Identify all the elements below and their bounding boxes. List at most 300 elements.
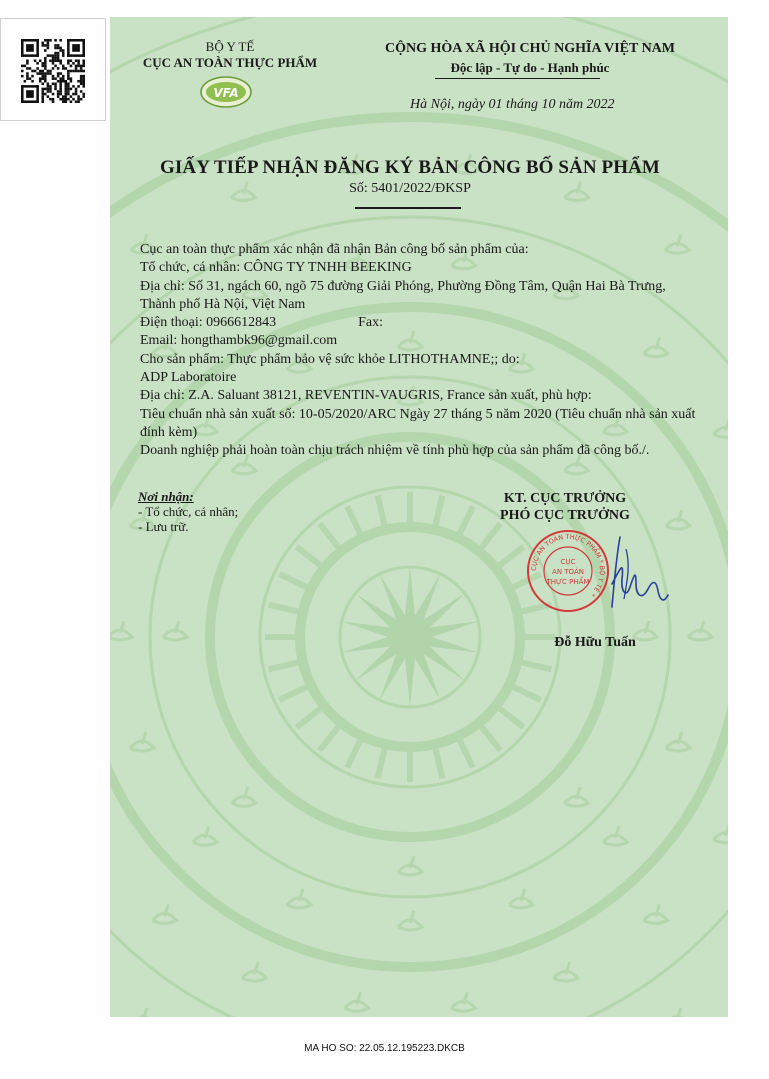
qr-module [54,77,57,80]
watermark-shape [347,741,360,768]
qr-module [72,62,75,65]
qr-module [41,72,44,75]
qr-module [75,93,78,96]
watermark-shape [482,524,501,548]
qr-module [59,80,62,83]
qr-module [59,49,62,52]
issuer-block [130,39,330,71]
qr-module [82,85,85,88]
qr-module [44,80,47,83]
qr-module [62,95,65,98]
qr-module [44,49,47,52]
qr-module [49,90,52,93]
qr-module [72,44,80,52]
qr-module [62,98,65,101]
watermark-shape [460,506,473,533]
qr-module [67,90,70,93]
qr-module [52,100,55,103]
watermark-shape [522,663,551,670]
watermark-shape [232,787,256,806]
qr-module [75,88,78,91]
qr-module [47,88,50,91]
qr-module [65,100,68,103]
qr-module [82,70,85,73]
watermark-shape [564,787,588,806]
qr-module [47,44,50,47]
qr-module [82,83,85,86]
qr-module [80,98,83,101]
qr-module [21,85,39,88]
organization-line: Tổ chức, cá nhân: CÔNG TY TNHH BEEKING [140,260,412,276]
qr-module [62,75,65,78]
qr-module [70,100,73,103]
certificate-body [140,241,700,461]
qr-module [75,65,78,68]
qr-module [57,57,60,60]
qr-module [70,70,73,73]
watermark-shape [398,856,422,875]
national-motto: Độc lập - Tự do - Hạnh phúc [450,60,610,75]
qr-module [41,42,44,45]
qr-module [44,75,47,78]
qr-module [77,95,80,98]
qr-module [75,90,78,93]
qr-module [41,44,44,47]
qr-module [21,65,24,68]
qr-module [47,95,50,98]
standard-line: Tiêu chuẩn nhà sản xuất số: 10-05/2020/ARC Ngày 27 tháng 5 năm 2020 (Tiêu chuẩn nhà sản xuất đính kèm) [140,406,696,440]
qr-module [80,77,83,80]
qr-module [21,70,24,73]
qr-module [26,75,29,78]
watermark-shape [688,621,712,640]
qr-module [62,65,65,68]
qr-module [26,72,29,75]
qr-module [44,39,47,42]
qr-module [75,70,78,73]
watermark-shape [163,621,187,640]
qr-module [49,88,52,91]
qr-module [29,67,32,70]
qr-module [82,65,85,68]
qr-module [59,93,62,96]
qr-module [59,62,62,65]
qr-module [41,98,44,101]
qr-module [31,80,34,83]
qr-module [59,90,62,93]
qr-module [59,98,62,101]
dossier-code: MA HO SO: 22.05.12.195223.DKCB [304,1043,465,1054]
watermark-shape [666,510,690,529]
qr-module [47,90,50,93]
qr-module [72,98,75,101]
watermark-shape [242,962,266,981]
qr-module [36,62,39,65]
qr-module [77,62,80,65]
qr-module [44,77,47,80]
signer-name: Đỗ Hữu Tuấn [554,635,636,650]
qr-module [82,75,85,78]
qr-module [65,95,68,98]
qr-module [77,59,80,62]
watermark-shape [130,732,154,751]
qr-module [52,93,55,96]
title-divider [355,207,461,209]
qr-module [49,54,52,57]
qr-module [65,80,68,83]
qr-module [44,67,47,70]
recipients-block [138,489,238,534]
qr-module [67,72,70,75]
qr-module [70,88,73,91]
watermark-shape [193,826,217,845]
svg-text:CỤC AN TOÀN THỰC PHẨM * BỘ Y T: CỤC AN TOÀN THỰC PHẨM * BỘ Y TẾ * [529,532,607,599]
qr-module [41,70,44,73]
product-line: Cho sản phẩm: Thực phẩm bảo vệ sức khỏe LITHOTHAMNE;; do: [140,351,520,367]
qr-module [59,83,62,86]
qr-module [82,59,85,62]
manufacturer-line: ADP Laboratoire [140,370,237,386]
qr-module [54,88,57,91]
svg-text:CỤC: CỤC [560,558,576,566]
qr-module [65,88,68,91]
qr-module [82,80,85,83]
qr-module [36,72,39,75]
svg-text:VFA: VFA [213,86,239,100]
qr-module [70,65,73,68]
watermark-shape [345,992,369,1011]
watermark-shape [279,574,306,587]
watermark-shape [666,732,690,751]
signature-title [480,490,650,524]
qr-module [21,100,39,103]
manufacturer-address-line: Địa chỉ: Z.A. Saluant 38121, REVENTIN-VAUGRIS, France sản xuất, phù hợp: [140,388,592,404]
qr-module [21,39,24,57]
qr-module [41,75,44,78]
qr-module [67,83,70,86]
qr-module [24,65,27,68]
qr-code [0,18,106,121]
qr-module [44,65,47,68]
watermark-shape [131,1008,155,1017]
qr-module [49,39,52,42]
qr-module [54,83,57,86]
qr-module [65,67,68,70]
qr-module [54,57,57,60]
qr-module [34,70,37,73]
qr-module [57,80,60,83]
handwritten-signature [590,529,680,614]
watermark-shape [152,904,176,923]
qr-module [39,72,42,75]
watermark-shape [714,418,729,437]
recipient-item: - Tổ chức, cá nhân; [138,504,239,519]
qr-module [59,77,62,80]
qr-module [57,72,60,75]
qr-module [80,75,83,78]
watermark-shape [603,826,627,845]
qr-module [36,67,39,70]
watermark-shape [514,687,541,700]
qr-module [57,54,60,57]
qr-module [77,100,80,103]
qr-module [54,59,57,62]
qr-module [44,57,47,60]
qr-module [80,70,83,73]
watermark-shape [269,663,298,670]
qr-module [39,59,42,62]
qr-module [41,88,44,91]
country-name: CỘNG HÒA XÃ HỘI CHỦ NGHĨA VIỆT NAM [384,41,675,56]
qr-module [36,85,39,103]
qr-module [54,65,57,68]
phone-line: Điện thoại: 0966612843 [140,315,277,331]
qr-module [54,47,57,50]
qr-module [65,98,68,101]
watermark-shape [378,749,385,778]
qr-module [80,80,83,83]
qr-module [52,77,55,80]
qr-module [57,52,60,55]
qr-module [41,65,44,68]
qr-module [47,54,50,57]
qr-module [82,39,85,57]
watermark-shape [482,727,501,751]
qr-module [21,54,39,57]
qr-module [59,72,62,75]
qr-module [44,93,47,96]
qr-module [41,93,44,96]
qr-module [70,59,73,62]
watermark-shape [398,911,422,930]
watermark-shape [297,709,321,728]
qr-module [70,77,73,80]
signer-role-line-2: PHÓ CỤC TRƯỞNG [500,508,630,523]
qr-module [77,98,80,101]
recipient-item: - Lưu trữ. [138,519,189,534]
qr-module [47,72,50,75]
qr-module [67,39,85,42]
qr-module [59,88,62,91]
qr-module [54,44,57,47]
responsibility-line: Doanh nghiệp phải hoàn toàn chịu trách nhiệm về tính phù hợp của sản phẩm đã công bố./. [140,443,650,459]
qr-module [54,52,57,55]
watermark-shape [509,889,533,908]
qr-module [49,98,52,101]
qr-module [67,98,70,101]
qr-module [44,88,47,91]
watermark-shape [297,547,321,566]
address-line: Địa chỉ: Số 31, ngách 60, ngõ 75 đường Giải Phóng, Phường Đồng Tâm, Quận Hai Bà Trưng, Thành phố Hà Nội, Việt Nam [140,278,666,312]
qr-module [80,83,83,86]
qr-module [41,95,44,98]
qr-module [52,62,55,65]
qr-module [31,70,34,73]
qr-module [70,95,73,98]
qr-module [52,57,55,60]
qr-module [62,67,65,70]
fax-line: Fax: [358,315,383,331]
document-title: GIẤY TIẾP NHẬN ĐĂNG KÝ BẢN CÔNG BỐ SẢN PHẨM [160,157,660,178]
qr-module [72,85,75,88]
qr-module [54,85,57,88]
qr-module [47,42,50,45]
ministry-name: BỘ Y TẾ [205,39,255,54]
qr-module [82,93,85,96]
qr-module [57,67,60,70]
qr-module [36,39,39,57]
qr-module [62,77,65,80]
motto-underline [435,78,600,79]
recipients-heading: Nơi nhận: [138,489,194,504]
qr-module [75,67,78,70]
qr-module [57,47,60,50]
qr-module [47,70,50,73]
watermark-shape [279,687,306,700]
qr-module [59,85,62,88]
watermark-shape [554,962,578,981]
qr-module [62,100,65,103]
qr-module [52,54,55,57]
watermark-shape [110,621,132,640]
qr-module [67,70,70,73]
watermark-shape [714,824,729,843]
svg-text:AN TOÀN: AN TOÀN [552,568,584,576]
qr-module [59,47,62,50]
qr-module [67,75,70,78]
qr-module [26,44,34,52]
contact-line [140,314,700,332]
qr-module [77,70,80,73]
qr-module [41,83,44,86]
qr-module [26,59,29,62]
qr-module [80,65,83,68]
qr-module [39,70,42,73]
qr-module [67,93,70,96]
qr-module [57,59,60,62]
watermark-shape [320,524,339,548]
qr-module [77,65,80,68]
qr-module [67,54,85,57]
qr-module [72,93,75,96]
qr-module [80,90,83,93]
watermark-shape [436,749,443,778]
vfa-logo [200,75,252,109]
qr-module [82,62,85,65]
qr-module [65,85,68,88]
qr-module [57,75,60,78]
watermark-shape [665,1008,689,1017]
qr-module [52,67,55,70]
qr-module [65,83,68,86]
svg-text:THỰC PHẨM: THỰC PHẨM [546,578,590,586]
qr-module [44,59,47,62]
qr-module [59,59,62,62]
qr-module [67,39,70,57]
watermark-shape [500,547,524,566]
qr-module [82,77,85,80]
qr-module [29,77,32,80]
agency-name: CỤC AN TOÀN THỰC PHẨM [142,55,318,70]
signer-role-line-1: KT. CỤC TRƯỞNG [503,491,627,506]
qr-module [21,75,24,78]
qr-module [77,80,80,83]
qr-module [67,88,70,91]
qr-module [24,80,27,83]
qr-module [52,98,55,101]
watermark-shape [644,904,668,923]
qr-module [82,95,85,98]
qr-module [26,90,34,98]
watermark-shape [460,741,473,768]
qr-module [41,90,44,93]
qr-module [21,85,24,103]
watermark-shape [436,496,443,525]
qr-module [67,85,70,88]
document-number: Số: 5401/2022/ĐKSP [349,181,471,196]
qr-module [41,100,44,103]
qr-module [39,77,42,80]
qr-module [44,44,47,47]
qr-module [47,47,50,50]
watermark-shape [269,605,298,612]
qr-module [47,83,50,86]
qr-module [77,85,80,88]
watermark-shape [342,567,478,707]
qr-module [49,72,52,75]
qr-module [75,59,78,62]
intro-line: Cục an toàn thực phẩm xác nhận đã nhận Bản công bố sản phẩm của: [140,242,529,257]
watermark-shape [347,506,360,533]
watermark-shape [320,727,339,751]
email-line: Email: hongthambk96@gmail.com [140,333,338,349]
qr-module [59,39,62,42]
qr-module [26,62,29,65]
qr-module [80,67,83,70]
watermark-shape [500,709,524,728]
qr-module [49,70,52,73]
qr-module [72,70,75,73]
qr-module [21,39,39,42]
national-heading [350,39,710,77]
qr-module [49,59,52,62]
qr-module [57,44,60,47]
qr-module [34,59,37,62]
qr-module [70,80,73,83]
qr-module [65,90,68,93]
qr-module [62,80,65,83]
watermark-shape [451,992,475,1011]
qr-module [31,75,34,78]
qr-module [44,62,47,65]
qr-module [52,75,55,78]
qr-module [67,77,70,80]
qr-module [62,49,65,52]
qr-module [62,52,65,55]
qr-module [62,54,65,57]
qr-module [54,39,57,42]
watermark-shape [378,496,385,525]
qr-module [57,93,60,96]
qr-module [57,90,60,93]
qr-module [54,54,57,57]
qr-module [47,39,50,42]
qr-module [67,62,70,65]
qr-module [52,59,55,62]
qr-module [41,77,44,80]
qr-module [75,100,78,103]
issue-date: Hà Nội, ngày 01 tháng 10 năm 2022 [410,97,615,112]
